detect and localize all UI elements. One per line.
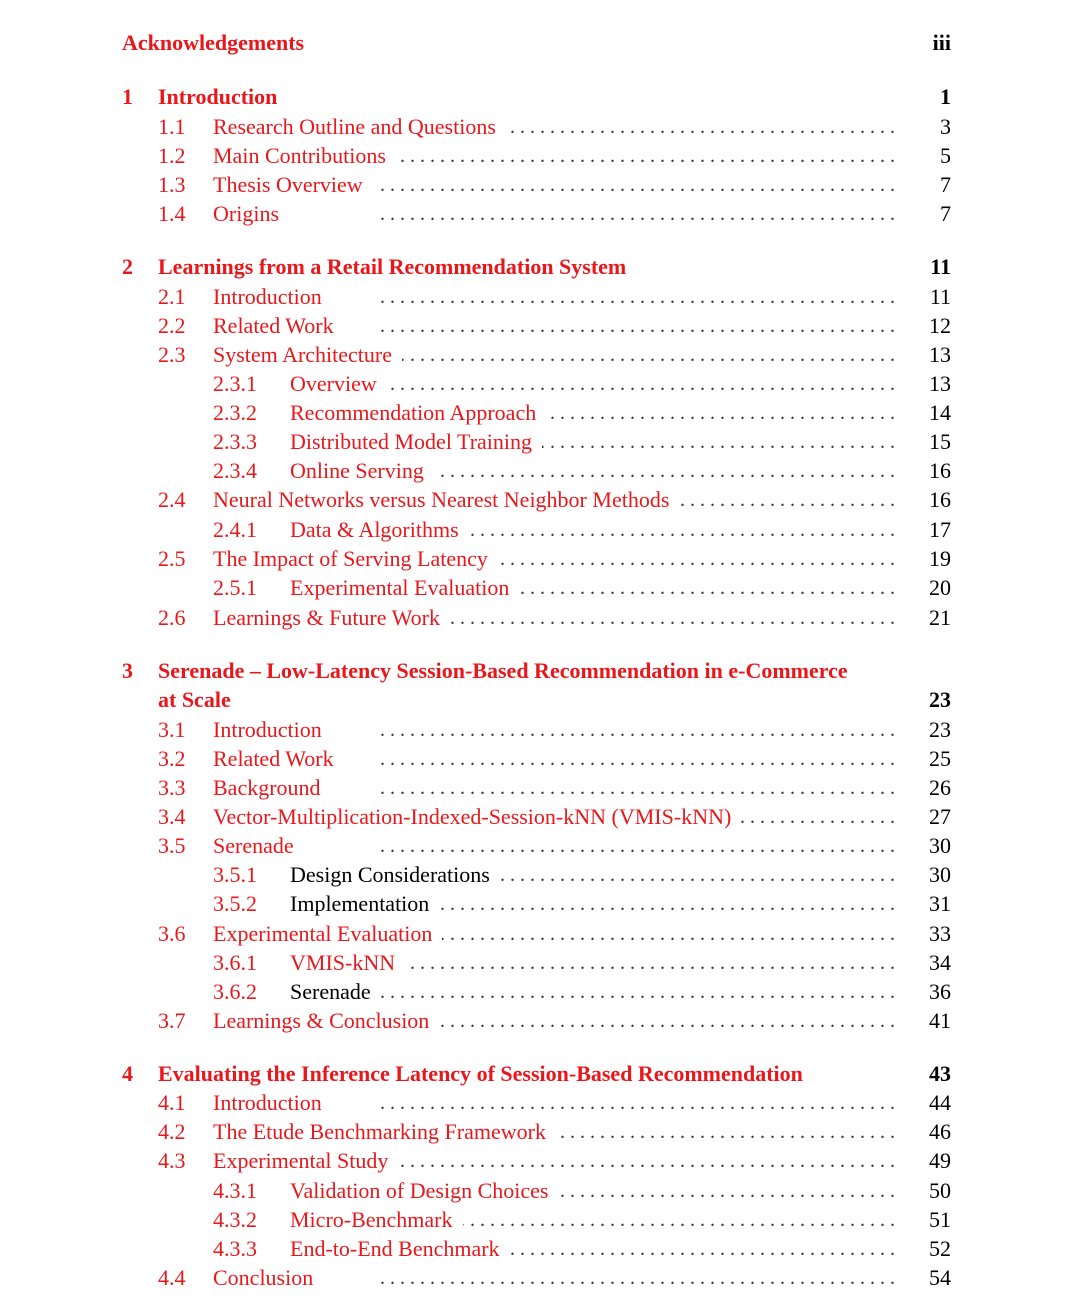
toc-entry-number: 2.6 [158, 605, 186, 630]
toc-entry-page-number: 13 [929, 371, 951, 396]
toc-entry[interactable] [0, 715, 1080, 745]
toc-entry-title[interactable]: Origins [213, 201, 279, 226]
toc-entry-title[interactable]: Serenade [290, 979, 371, 1004]
toc-entry-number: 3.7 [158, 1008, 186, 1033]
toc-entry[interactable] [0, 515, 1080, 545]
toc-entry[interactable] [0, 544, 1080, 574]
toc-entry[interactable] [0, 1205, 1080, 1235]
toc-entry[interactable] [0, 773, 1080, 803]
toc-entry[interactable] [0, 141, 1080, 171]
toc-entry-page-number: 26 [929, 775, 951, 800]
toc-entry-number: 2.3 [158, 342, 186, 367]
toc-entry[interactable] [0, 456, 1080, 486]
toc-entry-title[interactable]: Vector-Multiplication-Indexed-Session-kNN (VMIS-kNN) [213, 804, 732, 829]
dot-leader [405, 948, 895, 978]
toc-entry-number: 4.3.2 [213, 1207, 257, 1232]
toc-entry-page-number: 1 [940, 84, 951, 109]
toc-entry-number: 4.3.1 [213, 1178, 257, 1203]
toc-entry-number: 1.1 [158, 114, 186, 139]
toc-entry-number: 2.4 [158, 487, 186, 512]
toc-entry-page-number: 43 [929, 1061, 951, 1086]
toc-entry-title[interactable]: The Impact of Serving Latency [213, 546, 488, 571]
dot-leader [498, 544, 895, 574]
toc-entry-page-number: 41 [929, 1008, 951, 1033]
toc-entry-page-number: 17 [929, 517, 951, 542]
toc-entry[interactable] [0, 1176, 1080, 1206]
toc-entry-page-number: 23 [929, 687, 951, 712]
dot-leader [402, 340, 895, 370]
toc-entry[interactable] [0, 656, 1080, 686]
toc-entry-number: 1.4 [158, 201, 186, 226]
toc-entry-page-number: 34 [929, 950, 951, 975]
toc-entry-title[interactable]: Experimental Study [213, 1148, 389, 1173]
toc-entry[interactable] [0, 889, 1080, 919]
toc-entry-page-number: 13 [929, 342, 951, 367]
toc-entry-page-number: 7 [940, 172, 951, 197]
toc-entry-page-number: 46 [929, 1119, 951, 1144]
dot-leader [387, 369, 895, 399]
toc-entry[interactable] [0, 1234, 1080, 1264]
toc-entry-number: 2.4.1 [213, 517, 257, 542]
toc-entry-page-number: 15 [929, 429, 951, 454]
dot-leader [332, 715, 895, 745]
toc-entry-title[interactable]: Related Work [213, 313, 334, 338]
toc-entry-number: 3.5.2 [213, 891, 257, 916]
toc-entry[interactable] [0, 28, 1080, 58]
toc-entry-page-number: 27 [929, 804, 951, 829]
toc-entry-number: 2.5 [158, 546, 186, 571]
toc-entry-title[interactable]: Experimental Evaluation [213, 921, 433, 946]
toc-entry-title[interactable]: Experimental Evaluation [290, 575, 510, 600]
toc-entry-number: 3.5.1 [213, 862, 257, 887]
toc-entry[interactable] [0, 802, 1080, 832]
toc-entry-page-number: 16 [929, 487, 951, 512]
toc-entry-title[interactable]: Learnings & Future Work [213, 605, 440, 630]
toc-entry[interactable] [0, 744, 1080, 774]
dot-leader [398, 1146, 895, 1176]
toc-entry-title[interactable]: Serenade [213, 833, 294, 858]
dot-leader [510, 1234, 895, 1264]
toc-entry-page-number: 52 [929, 1236, 951, 1261]
dot-leader [344, 744, 895, 774]
toc-entry-title[interactable]: Introduction [158, 84, 278, 109]
toc-entry-number: 3.5 [158, 833, 186, 858]
dot-leader [289, 199, 895, 229]
toc-entry[interactable] [0, 685, 1080, 715]
toc-entry-number: 2.1 [158, 284, 186, 309]
toc-entry-number: 2.3.4 [213, 458, 257, 483]
toc-entry-page-number: 23 [929, 717, 951, 742]
dot-leader [439, 889, 895, 919]
toc-entry-number: 4.3 [158, 1148, 186, 1173]
toc-entry[interactable] [0, 1006, 1080, 1036]
toc-entry-number: 2.5.1 [213, 575, 257, 600]
toc-entry[interactable] [0, 1088, 1080, 1118]
toc-entry-number: 4.2 [158, 1119, 186, 1144]
toc-entry-number: 4.4 [158, 1265, 186, 1290]
toc-entry-page-number: 11 [930, 254, 951, 279]
dot-leader [519, 573, 895, 603]
toc-entry-page-number: 54 [929, 1265, 951, 1290]
toc-entry-page-number: iii [932, 30, 951, 55]
toc-entry-title[interactable]: Conclusion [213, 1265, 314, 1290]
dot-leader [332, 1088, 895, 1118]
toc-entry[interactable] [0, 860, 1080, 890]
toc-entry[interactable] [0, 1146, 1080, 1176]
toc-entry-page-number: 36 [929, 979, 951, 1004]
toc-entry-page-number: 19 [929, 546, 951, 571]
toc-entry[interactable] [0, 948, 1080, 978]
toc-entry[interactable] [0, 82, 1080, 112]
toc-entry-page-number: 14 [929, 400, 951, 425]
toc-entry[interactable] [0, 252, 1080, 282]
dot-leader [469, 515, 895, 545]
dot-leader [331, 773, 895, 803]
dot-leader [741, 802, 895, 832]
toc-entry-page-number: 16 [929, 458, 951, 483]
toc-entry-page-number: 11 [929, 284, 951, 309]
toc-entry-title[interactable]: Introduction [213, 717, 322, 742]
toc-entry-title[interactable]: Implementation [290, 891, 430, 916]
toc-entry[interactable] [0, 603, 1080, 633]
dot-leader [679, 485, 895, 515]
toc-entry-number: 2.3.3 [213, 429, 257, 454]
toc-entry-title[interactable]: at Scale [158, 687, 231, 712]
toc-entry-title[interactable]: Neural Networks versus Nearest Neighbor Methods [213, 487, 670, 512]
dot-leader [556, 1117, 895, 1147]
dot-leader [546, 398, 895, 428]
toc-entry[interactable] [0, 427, 1080, 457]
toc-entry-title[interactable]: Design Considerations [290, 862, 490, 887]
toc-entry[interactable] [0, 573, 1080, 603]
toc-entry-page-number: 44 [929, 1090, 951, 1115]
toc-entry[interactable] [0, 369, 1080, 399]
dot-leader [304, 831, 895, 861]
toc-entry[interactable] [0, 831, 1080, 861]
dot-leader [373, 170, 895, 200]
toc-entry[interactable] [0, 199, 1080, 229]
toc-entry-number: 4 [122, 1061, 133, 1086]
toc-entry-page-number: 50 [929, 1178, 951, 1203]
toc-entry-title[interactable]: Evaluating the Inference Latency of Session-Based Recommendation [158, 1061, 803, 1086]
toc-entry-title[interactable]: Distributed Model Training [290, 429, 533, 454]
toc-entry-number: 3.6 [158, 921, 186, 946]
toc-entry[interactable] [0, 1263, 1080, 1293]
toc-entry-number: 1 [122, 84, 133, 109]
toc-entry-number: 3.6.1 [213, 950, 257, 975]
toc-entry-number: 4.3.3 [213, 1236, 257, 1261]
toc-entry-title[interactable]: Serenade – Low-Latency Session-Based Recommendation in e-Commerce [158, 658, 848, 683]
dot-leader [332, 282, 895, 312]
toc-entry-number: 4.1 [158, 1090, 186, 1115]
toc-entry-title[interactable]: Data & Algorithms [290, 517, 459, 542]
toc-entry-number: 3.1 [158, 717, 186, 742]
toc-entry[interactable] [0, 919, 1080, 949]
toc-entry-title[interactable]: Introduction [213, 284, 322, 309]
toc-entry-title[interactable]: Learnings from a Retail Recommendation System [158, 254, 627, 279]
toc-entry-number: 3 [122, 658, 133, 683]
toc-entry-number: 2.2 [158, 313, 186, 338]
toc-entry-number: 3.3 [158, 775, 186, 800]
toc-entry-number: 2.3.2 [213, 400, 257, 425]
toc-entry-page-number: 33 [929, 921, 951, 946]
dot-leader [500, 860, 895, 890]
dot-leader [542, 427, 895, 457]
dot-leader [558, 1176, 895, 1206]
toc-entry-title[interactable]: Background [213, 775, 321, 800]
toc-entry-number: 1.2 [158, 143, 186, 168]
toc-entry-title[interactable]: Thesis Overview [213, 172, 363, 197]
toc-entry-title[interactable]: Recommendation Approach [290, 400, 537, 425]
toc-entry-number: 1.3 [158, 172, 186, 197]
dot-leader [381, 977, 895, 1007]
toc-entry-page-number: 7 [940, 201, 951, 226]
toc-entry-title[interactable]: Learnings & Conclusion [213, 1008, 430, 1033]
dot-leader [450, 603, 895, 633]
toc-entry-title[interactable]: Online Serving [290, 458, 424, 483]
toc-entry-title[interactable]: End-to-End Benchmark [290, 1236, 500, 1261]
dot-leader [344, 311, 895, 341]
toc-entry-title[interactable]: System Architecture [213, 342, 393, 367]
toc-entry[interactable] [0, 398, 1080, 428]
toc-entry-page-number: 30 [929, 833, 951, 858]
toc-entry-title[interactable]: Overview [290, 371, 377, 396]
dot-leader [506, 112, 895, 142]
toc-entry-number: 3.6.2 [213, 979, 257, 1004]
dot-leader [396, 141, 895, 171]
toc-entry-page-number: 12 [929, 313, 951, 338]
toc-entry-page-number: 3 [940, 114, 951, 139]
toc-entry[interactable] [0, 485, 1080, 515]
toc-entry[interactable] [0, 112, 1080, 142]
toc-entry-page-number: 21 [929, 605, 951, 630]
toc-entry-page-number: 51 [929, 1207, 951, 1232]
toc-entry[interactable] [0, 170, 1080, 200]
dot-leader [434, 456, 895, 486]
toc-entry-title[interactable]: Main Contributions [213, 143, 386, 168]
toc-entry-page-number: 49 [929, 1148, 951, 1173]
toc-entry-page-number: 25 [929, 746, 951, 771]
toc-entry[interactable] [0, 1117, 1080, 1147]
toc-entry-page-number: 20 [929, 575, 951, 600]
toc-entry-page-number: 5 [940, 143, 951, 168]
toc-entry-title[interactable]: Research Outline and Questions [213, 114, 496, 139]
toc-entry-number: 3.2 [158, 746, 186, 771]
dot-leader [463, 1205, 895, 1235]
toc-entry-title[interactable]: Introduction [213, 1090, 322, 1115]
dot-leader [439, 1006, 895, 1036]
toc-entry[interactable] [0, 1059, 1080, 1089]
dot-leader [442, 919, 895, 949]
dot-leader [323, 1263, 895, 1293]
toc-entry-number: 3.4 [158, 804, 186, 829]
toc-entry-page-number: 31 [929, 891, 951, 916]
toc-entry[interactable] [0, 340, 1080, 370]
toc-entry-title[interactable]: The Etude Benchmarking Framework [213, 1119, 546, 1144]
toc-entry[interactable] [0, 977, 1080, 1007]
toc-entry-title[interactable]: Related Work [213, 746, 334, 771]
toc-entry-title[interactable]: Micro-Benchmark [290, 1207, 453, 1232]
toc-entry-title[interactable]: Validation of Design Choices [290, 1178, 549, 1203]
toc-entry-title[interactable]: VMIS-kNN [290, 950, 396, 975]
toc-entry-number: 2.3.1 [213, 371, 257, 396]
toc-entry-number: 2 [122, 254, 133, 279]
toc-entry-title[interactable]: Acknowledgements [122, 30, 305, 55]
toc-entry-page-number: 30 [929, 862, 951, 887]
toc-entry[interactable] [0, 282, 1080, 312]
toc-entry[interactable] [0, 311, 1080, 341]
